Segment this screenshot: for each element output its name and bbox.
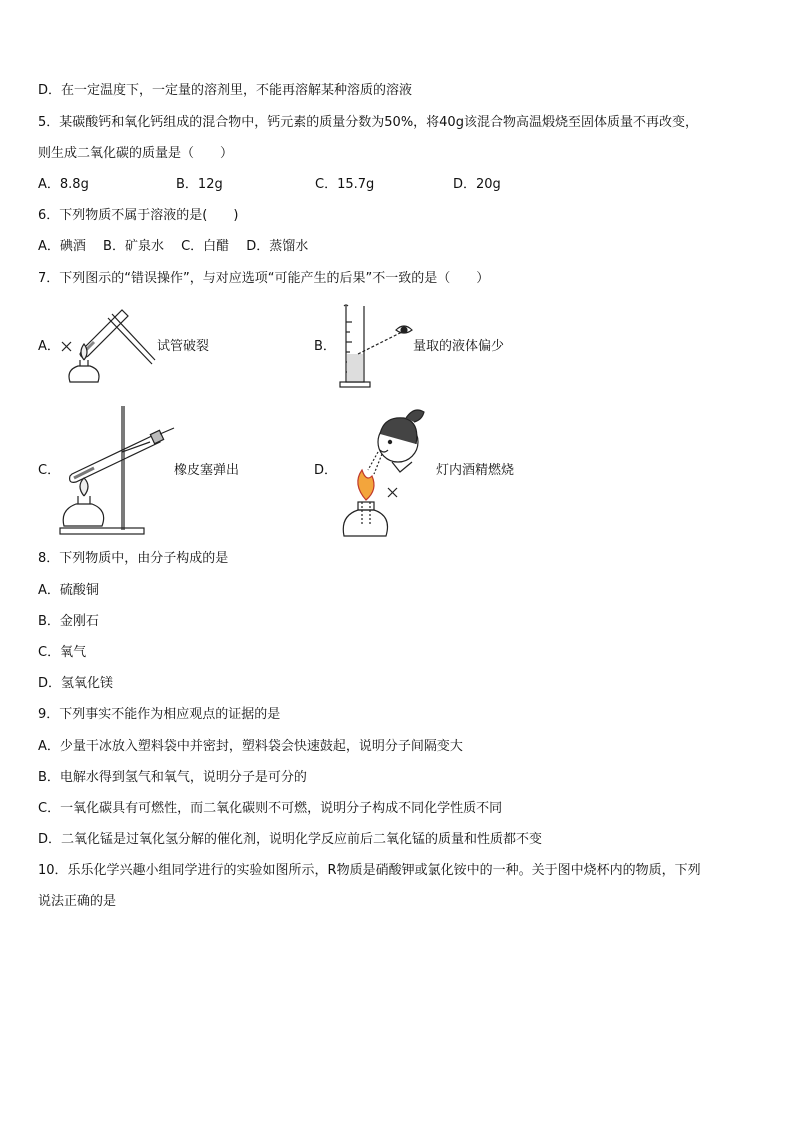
q6-options: A．碘酒 B．矿泉水 C．白醋 D．蒸馏水 xyxy=(38,239,309,254)
q7-figure-d xyxy=(340,404,436,542)
q5-option-b: B．12g xyxy=(176,177,223,192)
q5-stem-line2: 则生成二氧化碳的质量是（ ） xyxy=(38,146,234,161)
q10-stem-line2: 说法正确的是 xyxy=(38,894,117,909)
q9-option-c: C．一氧化碳具有可燃性，而二氧化碳则不可燃，说明分子构成不同化学性质不同 xyxy=(38,801,503,816)
q5-stem-line1: 5．某碳酸钙和氧化钙组成的混合物中，钙元素的质量分数为50%，将40g该混合物高温煅烧至固体质量不再改变， xyxy=(38,115,698,130)
q4-option-d: D．在一定温度下，一定量的溶剂里，不能再溶解某种溶质的溶液 xyxy=(38,83,413,98)
q7-figure-c xyxy=(58,402,182,538)
wrong-mark-icon-d xyxy=(388,488,397,497)
q7-option-b-letter: B． xyxy=(314,339,336,354)
q9-option-a: A．少量干冰放入塑料袋中并密封，塑料袋会快速鼓起，说明分子间隔变大 xyxy=(38,739,463,754)
q7-option-d-letter: D． xyxy=(314,463,338,478)
q7-option-a-caption: 试管破裂 xyxy=(157,339,210,354)
q10-stem-line1: 10．乐乐化学兴趣小组同学进行的实验如图所示，R物质是硝酸钾或氯化铵中的一种。关于图中烧杯内的物质，下列 xyxy=(38,863,701,878)
wrong-mark-icon xyxy=(62,342,71,351)
q5-option-c: C．15.7g xyxy=(315,177,375,192)
q7-figure-b xyxy=(338,302,418,390)
q5-option-a: A．8.8g xyxy=(38,177,89,192)
q8-option-a: A．硫酸铜 xyxy=(38,583,99,598)
q5-option-d: D．20g xyxy=(453,177,501,192)
q7-option-b-caption: 量取的液体偏少 xyxy=(413,339,505,354)
q8-option-c: C．氧气 xyxy=(38,645,87,660)
q6-stem: 6．下列物质不属于溶液的是( ) xyxy=(38,208,239,223)
q7-option-c-caption: 橡皮塞弹出 xyxy=(174,463,240,478)
q8-option-d: D．氢氧化镁 xyxy=(38,676,114,691)
q8-option-b: B．金刚石 xyxy=(38,614,99,629)
q8-stem: 8．下列物质中，由分子构成的是 xyxy=(38,551,229,566)
q7-stem: 7．下列图示的“错误操作”，与对应选项“可能产生的后果”不一致的是（ ） xyxy=(38,271,490,286)
q9-stem: 9．下列事实不能作为相应观点的证据的是 xyxy=(38,707,281,722)
q7-figure-a xyxy=(60,304,160,384)
q9-option-b: B．电解水得到氢气和氧气，说明分子是可分的 xyxy=(38,770,307,785)
q9-option-d: D．二氧化锰是过氧化氢分解的催化剂，说明化学反应前后二氧化锰的质量和性质都不变 xyxy=(38,832,543,847)
q7-option-d-caption: 灯内酒精燃烧 xyxy=(436,463,515,478)
q7-option-c-letter: C． xyxy=(38,463,61,478)
q7-option-a-letter: A． xyxy=(38,339,60,354)
